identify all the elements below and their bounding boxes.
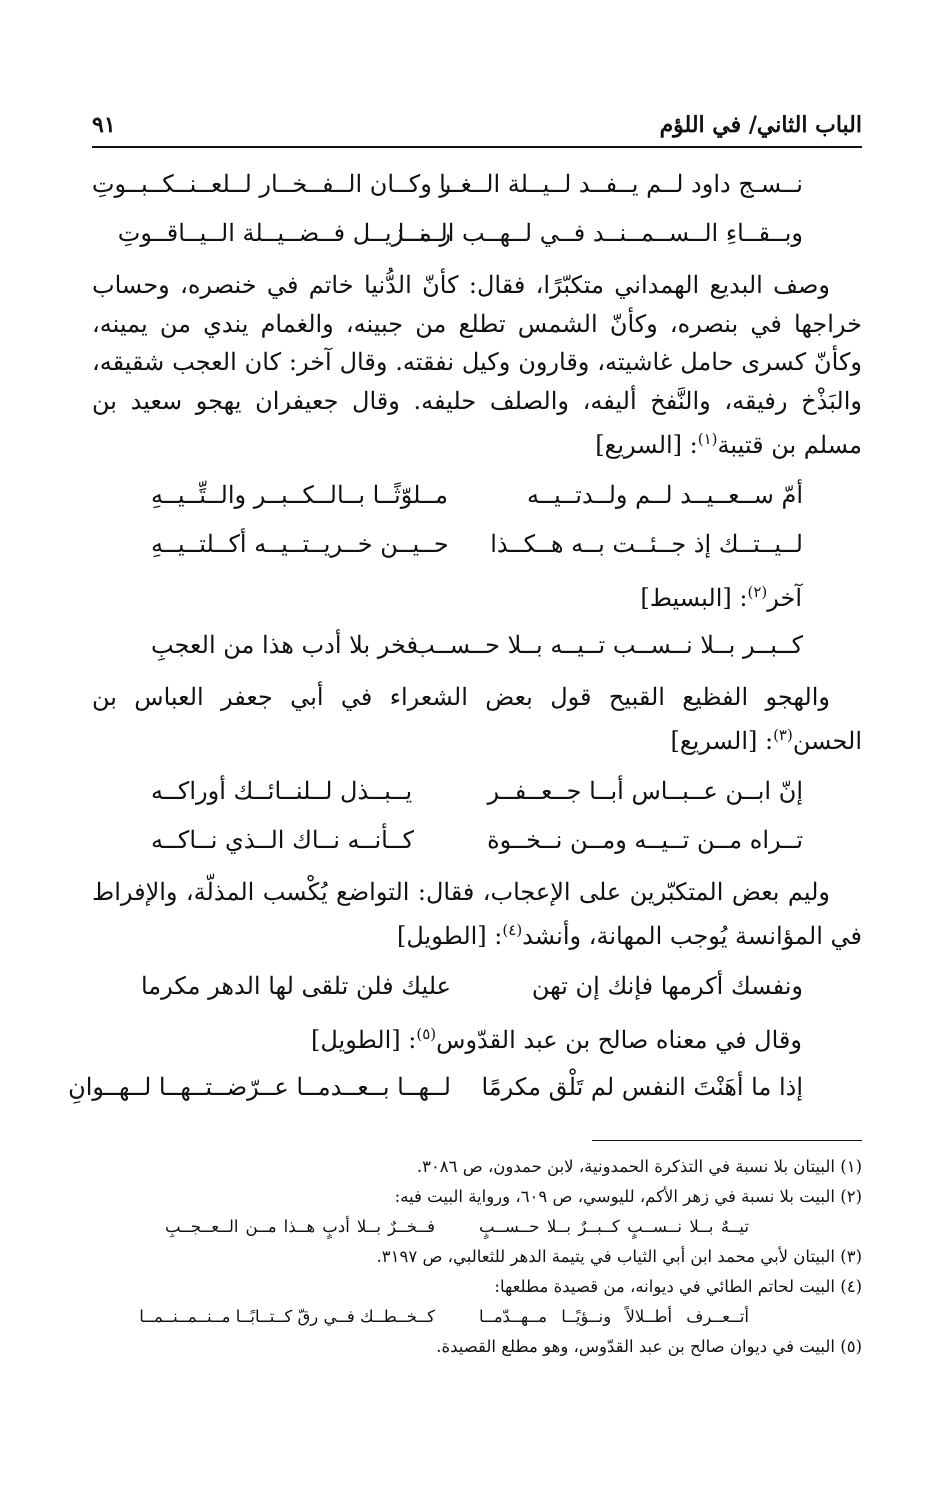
footnote-2-verse <box>92 1212 862 1242</box>
main-text <box>68 160 862 1112</box>
verse-second-hemistich: يــبــذل لــلنــائــك أوراكــه <box>151 776 413 805</box>
footnote-4-verse <box>92 1302 862 1332</box>
other-poet-line: آخر$^{(٢)}$: [البسيط] <box>640 582 802 612</box>
verse-second-hemistich: مــلوّثًــا بــالــكــبــر والــتِّــيــهِ <box>151 480 448 509</box>
footnote-ref-3: (٣) <box>773 726 793 744</box>
meter-label: : [السريع] <box>670 727 774 755</box>
footnote-2: (٢) البيت بلا نسبة في زهر الأكم، لليوسي، ص ٦٠٩، ورواية البيت فيه: <box>394 1187 862 1206</box>
meter-label: : [البسيط] <box>640 583 748 612</box>
paragraph-3: وليم بعض المتكبّرين على الإعجاب، فقال: التواضع يُكْسب المذلّة، والإفراط في المؤانسة يُوجب المهانة، وأنشد$^{(٤)}$: [الطويل] <box>92 877 862 950</box>
footnote-5: (٥) البيت في ديوان صالح بن عبد القدّوس، وهو مطلع القصيدة. <box>436 1337 862 1356</box>
verse-second-hemistich: كــخــطــك فــي رقّ كــتــابًــا مــنــمــنــمــا <box>139 1307 435 1326</box>
verse-first-hemistich: نــسـج داود لــم يــفــد لــيــلة الــغــا <box>439 170 803 198</box>
verse-block-4 <box>92 767 862 865</box>
meter-label: : [السريع] <box>595 431 698 459</box>
meter-label: : [الطويل] <box>397 922 503 950</box>
verse-second-hemistich: ر مــزيــل فــضــيــلة الــيــاقــوتِ <box>117 219 451 247</box>
verse-first-hemistich: إذا ما أهَنْتَ النفس لم تَلْق مكرمًا <box>481 1072 803 1101</box>
footnote-ref-4: (٤) <box>502 921 523 939</box>
attribution-line: وقال في معناه صالح بن عبد القدّوس$^{(٥)}$: [الطويل] <box>311 1024 802 1054</box>
page-number: ٩١ <box>92 112 116 138</box>
verse-first-hemistich: تيــهٌ بــلا نــســبٍ كــبــرٌ بــلا حــســبٍ <box>479 1217 749 1236</box>
footnote-rule <box>592 1140 862 1141</box>
footnote-4: (٤) البيت لحاتم الطائي في ديوانه، من قصيدة مطلعها: <box>494 1277 862 1296</box>
verse-first-hemistich: وبــقــاءِ الــســمــنــد فــي لــهــب الــنــا <box>397 219 803 247</box>
footnote-3: (٣) البيتان لأبي محمد ابن أبي الثياب في يتيمة الدهر للثعالبي، ص ٣١٩٧. <box>376 1247 862 1266</box>
verse-second-hemistich: فــخــرٌ بــلا أدبٍ هــذا مــن الــعــجــبِ <box>165 1217 435 1236</box>
running-header <box>92 112 862 138</box>
verse-block-1 <box>92 160 862 258</box>
verse-first-hemistich: أتــعــرف أطــلالاً ونــؤيًــا مــهــدّمــا <box>479 1307 749 1326</box>
footnote-ref-5: (٥) <box>416 1024 437 1043</box>
verse-block-3 <box>92 621 862 670</box>
chapter-title: الباب الثاني/ في اللؤم <box>659 112 862 138</box>
verse-line <box>68 1063 862 1112</box>
verse-first-hemistich: أمّ ســعــيــد لــم ولــدتــيــه <box>527 480 803 509</box>
header-rule <box>92 146 862 148</box>
footnotes <box>92 1152 862 1362</box>
verse-line <box>92 520 862 569</box>
verse-first-hemistich: إنّ ابــن عــبــاس أبــا جــعــفــر <box>487 776 803 805</box>
verse-line <box>92 816 862 865</box>
verse-block-2 <box>92 471 862 569</box>
verse-line <box>92 621 862 670</box>
verse-second-hemistich: كــأنــه نــاك الــذي نــاكــه <box>151 825 414 854</box>
verse-block-6 <box>68 1063 862 1112</box>
verse-line <box>92 767 862 816</box>
paragraph-1: وصف البديع الهمداني متكبّرًا، فقال: كأنّ الدُّنيا خاتم في خنصره، وحساب خراجها في بنصره، وكأنّ الشمس تطلع من جبينه، والغمام يندي من يمينه، وكأنّ كسرى حامل غاشيته، وقارون وكيل نفقته. وقال آخر: كان العجب شقيقه، والبَذْخ رفيقه، والنَّفخ أليفه، والصلف حليفه. وقال جعيفران يهجو سعيد بن مسلم بن قتيبة$^{(١)}$: [السريع] <box>92 271 862 459</box>
verse-block-5 <box>92 962 862 1011</box>
verse-first-hemistich: كــبــر بــلا نــســب تــيــه بــلا حــســب <box>412 630 803 659</box>
meter-label: : [الطويل] <box>311 1025 417 1054</box>
verse-line <box>92 209 862 258</box>
verse-first-hemistich: لــيــتــك إذ جــئــت بــه هــكــذا <box>490 529 803 558</box>
footnote-1: (١) البيتان بلا نسبة في التذكرة الحمدونية، لابن حمدون، ص ٣٠٨٦. <box>416 1157 862 1176</box>
verse-line <box>92 471 862 520</box>
verse-second-hemistich: لــهــا بــعــدمــا عــرّضــتــهــا لــهــوانِ <box>68 1072 451 1101</box>
footnote-ref-1: (١) <box>697 430 718 448</box>
verse-line <box>92 962 862 1011</box>
verse-first-hemistich: ونفسك أكرمها فإنك إن تهن <box>531 971 803 1000</box>
verse-second-hemistich: فخر بلا أدب هذا من العجبِ <box>151 630 418 659</box>
verse-second-hemistich: ر وكــان الــفــخــار لــلعــنــكــبــوتِ <box>91 170 451 198</box>
verse-first-hemistich: تــراه مــن تــيــه ومــن نــخــوة <box>487 825 803 854</box>
paragraph-2: والهجو الفظيع القبيح قول بعض الشعراء في أبي جعفر العباس بن الحسن$^{(٣)}$: [السريع] <box>92 682 862 755</box>
footnote-ref-2: (٢) <box>747 582 768 601</box>
verse-second-hemistich: حــيــن خــريــتــيــه أكــلتــيــهِ <box>151 529 449 558</box>
verse-line <box>92 160 862 209</box>
verse-second-hemistich: عليك فلن تلقى لها الدهر مكرما <box>140 971 451 1000</box>
